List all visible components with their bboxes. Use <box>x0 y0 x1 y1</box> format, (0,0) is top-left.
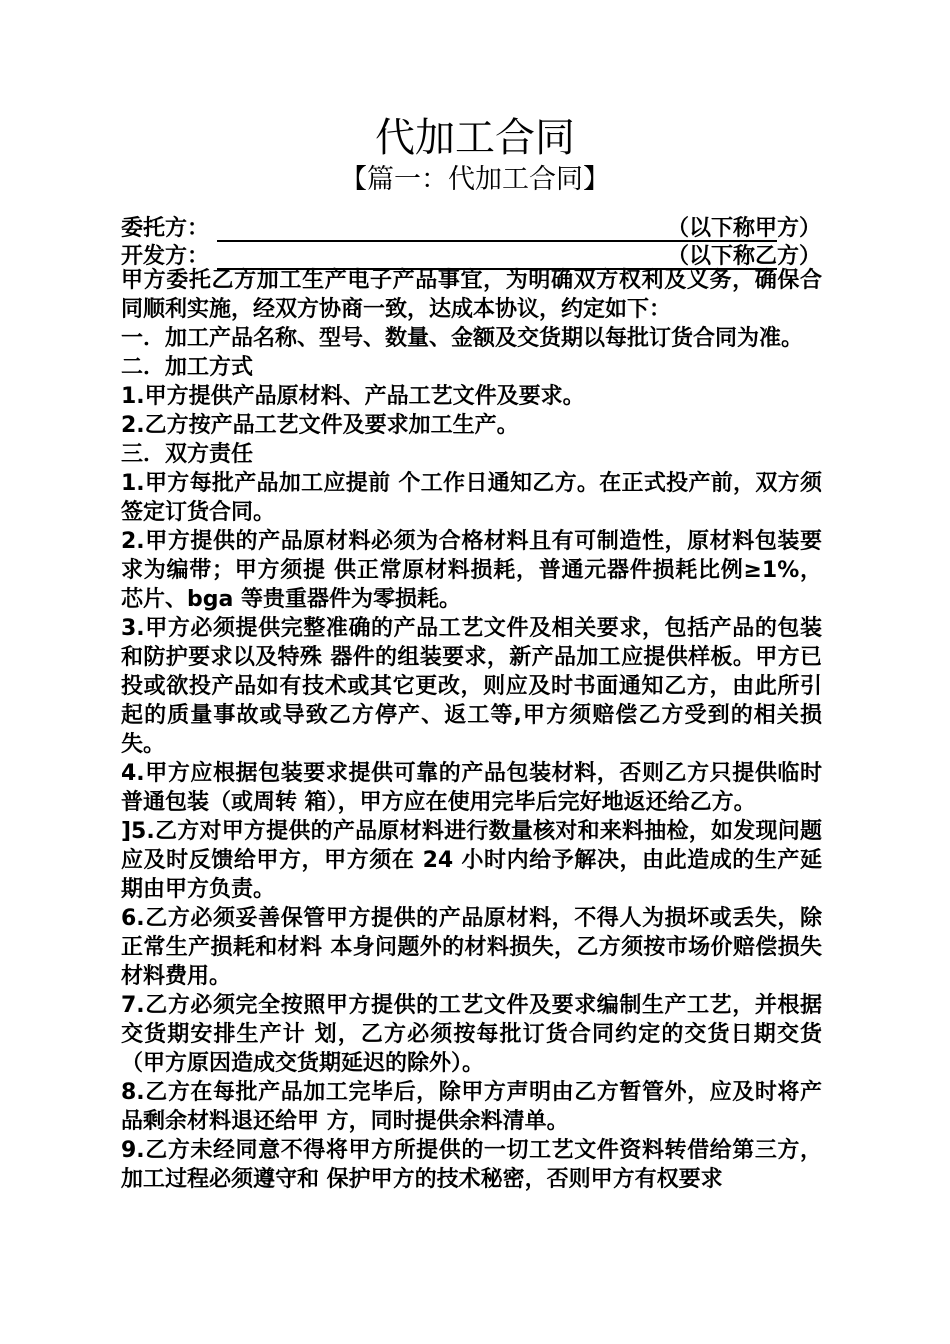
paragraph: 3.甲方必须提供完整准确的产品工艺文件及相关要求，包括产品的包装和防护要求以及特殊 器件的组装要求，新产品加工应提供样板。甲方已投或欲投产品如有技术或其它更改，则应及时书面通知乙方，由此所引起的质量事故或导致乙方停产、返工等,甲方须赔偿乙方受到的相关损失。 <box>121 616 822 757</box>
party-a-line <box>121 214 821 244</box>
section-heading: 二．加工方式 <box>121 355 254 380</box>
paragraph: 7.乙方必须完全按照甲方提供的工艺文件及要求编制生产工艺，并根据交货期安排生产计 划，乙方必须按每批订货合同约定的交货日期交货（甲方原因造成交货期延迟的除外）。 <box>121 993 822 1076</box>
party-b-suffix: （以下称乙方） <box>666 244 821 269</box>
party-b-label: 开发方： <box>121 244 210 269</box>
paragraph: 1.甲方每批产品加工应提前 个工作日通知乙方。在正式投产前，双方须签定订货合同。 <box>121 471 822 525</box>
party-a-suffix: （以下称甲方） <box>666 216 821 241</box>
paragraph: 9.乙方未经同意不得将甲方所提供的一切工艺文件资料转借给第三方，加工过程必须遵守和 保护甲方的技术秘密，否则甲方有权要求 <box>121 1138 822 1192</box>
paragraph: 6.乙方必须妥善保管甲方提供的产品原材料，不得人为损坏或丢失，除正常生产损耗和材料 本身问题外的材料损失，乙方须按市场价赔偿损失材料费用。 <box>121 906 822 989</box>
paragraph: 8.乙方在每批产品加工完毕后，除甲方声明由乙方暂管外，应及时将产品剩余材料退还给甲 方，同时提供余料清单。 <box>121 1080 822 1134</box>
document-subtitle: 【篇一：代加工合同】 <box>340 164 610 195</box>
document-title: 代加工合同 <box>375 115 575 161</box>
contract-body <box>116 266 822 1194</box>
paragraph: 4.甲方应根据包装要求提供可靠的产品包装材料，否则乙方只提供临时普通包装（或周转 箱），甲方应在使用完毕后完好地返还给乙方。 <box>121 761 822 815</box>
paragraph: ]5.乙方对甲方提供的产品原材料进行数量核对和来料抽检，如发现问题应及时反馈给甲方，甲方须在 24 小时内给予解决，由此造成的生产延期由甲方负责。 <box>121 819 822 902</box>
paragraph: 2.乙方按产品工艺文件及要求加工生产。 <box>121 413 519 438</box>
paragraph: 1.甲方提供产品原材料、产品工艺文件及要求。 <box>121 384 585 409</box>
paragraph: 2.甲方提供的产品原材料必须为合格材料且有可制造性，原材料包装要求为编带；甲方须提 供正常原材料损耗，普通元器件损耗比例≥1%，芯片、bga 等贵重器件为零损耗。 <box>121 529 822 612</box>
section-heading: 三．双方责任 <box>121 442 254 467</box>
paragraph: 甲方委托乙方加工生产电子产品事宜，为明确双方权利及义务，确保合同顺利实施，经双方协商一致，达成本协议，约定如下： <box>121 268 822 322</box>
paragraph: 一．加工产品名称、型号、数量、金额及交货期以每批订货合同为准。 <box>121 326 804 351</box>
party-a-label: 委托方： <box>121 216 210 241</box>
